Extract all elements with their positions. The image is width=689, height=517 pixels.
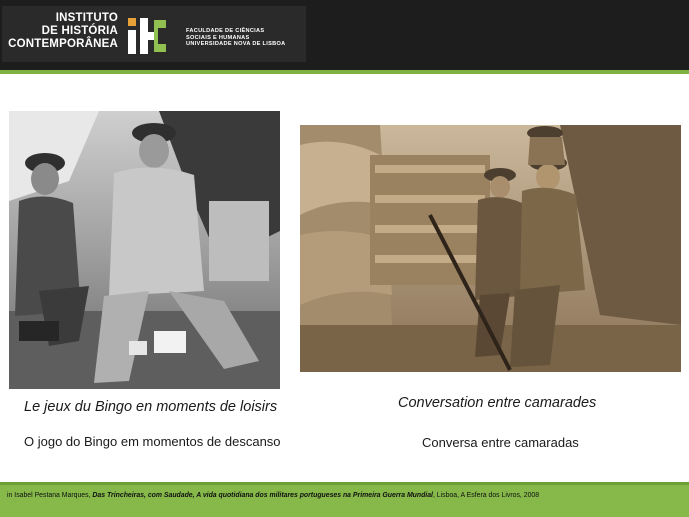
citation-prefix: in Isabel Pestana Marques, (7, 492, 93, 499)
institute-name (6, 12, 118, 51)
header-divider (0, 70, 689, 74)
caption-right-portuguese: Conversa entre camaradas (422, 435, 579, 450)
header-bar (0, 0, 689, 70)
institute-line-3: CONTEMPORÂNEA (8, 38, 118, 50)
citation-book-title: Das Trincheiras, com Saudade, A vida quotidiana dos militares portugueses na Primeira Guerra Mundial (92, 492, 433, 499)
faculty-line-1: FACULDADE DE CIÊNCIAS (186, 28, 265, 34)
footer-bar (0, 482, 689, 517)
ihc-logo-icon (126, 16, 170, 56)
faculty-line-2: SOCIAIS E HUMANAS (186, 34, 250, 41)
faculty-name (186, 28, 285, 48)
citation-suffix: , Lisboa, A Esfera dos Livros, 2008 (432, 492, 540, 499)
photo-soldiers-playing-bingo (9, 111, 280, 389)
source-citation (7, 492, 539, 499)
logo-banner (2, 6, 306, 62)
footer-divider (0, 482, 689, 485)
caption-right-french: Conversation entre camarades (398, 395, 597, 411)
caption-left-french: Le jeux du Bingo en moments de loisirs (24, 399, 278, 415)
faculty-line-3: UNIVERSIDADE NOVA DE LISBOA (186, 41, 286, 48)
caption-left-portuguese: O jogo do Bingo em momentos de descanso (24, 434, 281, 449)
photo-soldiers-in-trench (300, 125, 681, 372)
institute-line-2: DE HISTÓRIA (41, 25, 118, 37)
institute-line-1: INSTITUTO (55, 12, 118, 24)
